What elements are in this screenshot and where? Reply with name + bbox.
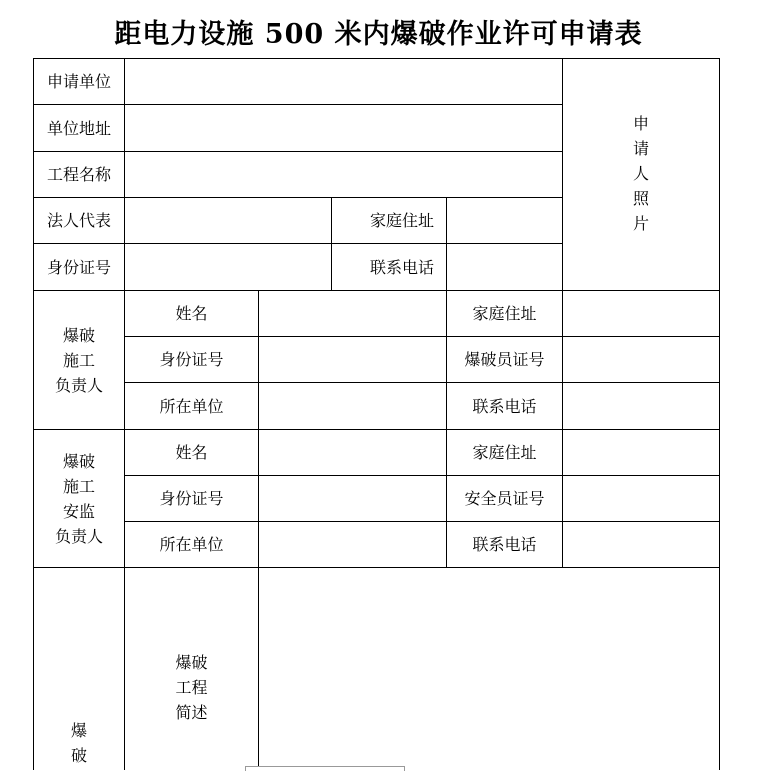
page-tab-stub (245, 766, 405, 771)
group-char: 施工 (62, 476, 95, 496)
label-supervisor-cert: 安全员证号 (464, 489, 545, 508)
project-description-field[interactable] (259, 568, 719, 770)
leader-id-field[interactable] (259, 337, 446, 382)
label-unit-address: 单位地址 (46, 118, 111, 138)
form-title: 距电力设施 500 米内爆破作业许可申请表 (114, 19, 643, 50)
applicant-phone-field[interactable] (447, 244, 562, 290)
group-char: 安监 (62, 501, 95, 521)
photo-char: 片 (632, 213, 649, 233)
group-char: 爆破 (62, 451, 95, 471)
group-char: 爆破 (62, 325, 95, 345)
photo-char: 照 (632, 188, 649, 208)
photo-char: 申 (632, 113, 649, 133)
label-applicant-home-address: 家庭住址 (369, 211, 434, 230)
leader-employer-field[interactable] (259, 383, 446, 429)
label-project-description (125, 650, 258, 728)
label-supervisor-home-address: 家庭住址 (472, 443, 537, 462)
group-char: 破 (70, 746, 87, 765)
group-char: 施工 (62, 350, 95, 370)
label-project-name: 工程名称 (46, 165, 111, 184)
supervisor-cert-field[interactable] (563, 476, 719, 521)
photo-char: 人 (632, 163, 649, 183)
leader-phone-field[interactable] (563, 383, 719, 429)
label-leader-cert: 爆破员证号 (464, 350, 545, 369)
leader-name-field[interactable] (259, 291, 446, 336)
applicant-photo-box[interactable] (563, 108, 719, 238)
applicant-home-address-field[interactable] (447, 198, 562, 243)
photo-char: 请 (632, 138, 649, 158)
desc-label-line: 简述 (175, 703, 208, 722)
label-safety-supervisor-group (34, 430, 124, 567)
group-char: 负责人 (54, 375, 103, 395)
label-supervisor-phone: 联系电话 (472, 535, 537, 554)
supervisor-id-field[interactable] (259, 476, 446, 521)
leader-cert-field[interactable] (563, 337, 719, 382)
label-supervisor-id: 身份证号 (159, 489, 224, 508)
supervisor-home-address-field[interactable] (563, 430, 719, 475)
label-supervisor-employer: 所在单位 (159, 535, 224, 554)
label-applicant-phone: 联系电话 (369, 257, 434, 277)
label-leader-phone: 联系电话 (472, 396, 537, 416)
supervisor-employer-field[interactable] (259, 522, 446, 567)
label-applicant-unit: 申请单位 (46, 72, 111, 91)
applicant-id-field[interactable] (125, 244, 331, 290)
label-supervisor-name: 姓名 (175, 443, 208, 462)
supervisor-name-field[interactable] (259, 430, 446, 475)
unit-address-field[interactable] (125, 105, 562, 151)
label-blasting-group (34, 718, 124, 770)
label-applicant-id: 身份证号 (46, 257, 111, 277)
label-legal-rep: 法人代表 (46, 211, 111, 230)
legal-rep-field[interactable] (125, 198, 331, 243)
supervisor-phone-field[interactable] (563, 522, 719, 567)
leader-home-address-field[interactable] (563, 291, 719, 336)
desc-label-line: 爆破 (175, 653, 208, 672)
group-char: 负责人 (54, 526, 103, 546)
group-char: 爆 (70, 721, 87, 740)
label-leader-name: 姓名 (175, 304, 208, 323)
desc-label-line: 工程 (175, 678, 208, 697)
label-leader-id: 身份证号 (159, 350, 224, 369)
label-leader-employer: 所在单位 (159, 396, 224, 416)
applicant-unit-field[interactable] (125, 59, 562, 104)
label-blasting-leader-group (34, 291, 124, 429)
label-leader-home-address: 家庭住址 (472, 304, 537, 323)
project-name-field[interactable] (125, 152, 562, 197)
